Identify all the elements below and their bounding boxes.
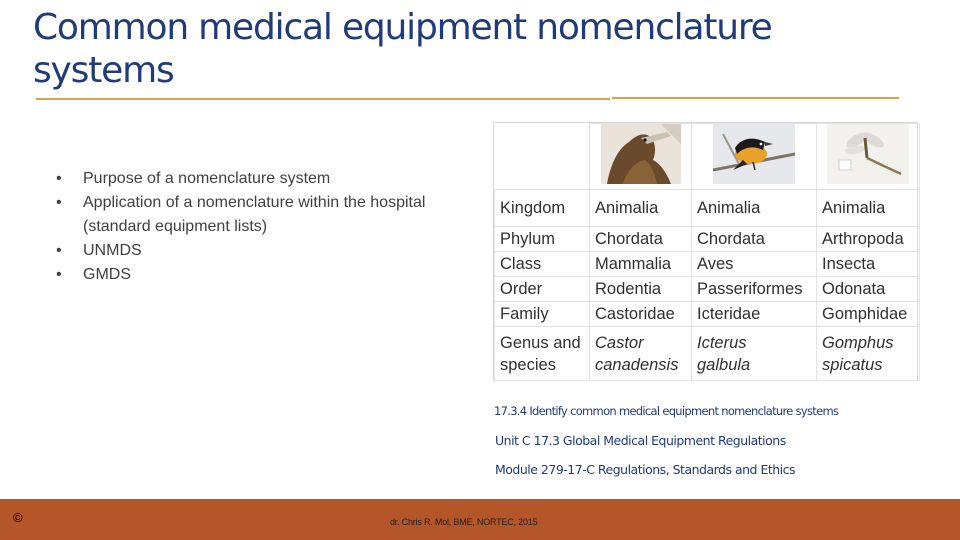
taxon-cell: Aves: [692, 252, 817, 277]
rank-cell: [495, 327, 590, 381]
title-underline: [36, 98, 610, 100]
taxon-cell: Castoridae: [590, 302, 692, 327]
bullet-marker: •: [56, 170, 62, 187]
bullet-marker: •: [56, 266, 62, 283]
image-row: [495, 124, 920, 190]
bullet-item: [56, 263, 436, 287]
rank-cell: Family: [495, 302, 590, 327]
dragonfly-image: [827, 124, 909, 184]
taxon-cell: Gomphidae: [817, 302, 920, 327]
bullet-text: GMDS: [83, 266, 131, 283]
beaver-image: [601, 124, 681, 184]
taxon-cell: Arthropoda: [817, 227, 920, 252]
learning-objective-caption: 17.3.4 Identify common medical equipment nomenclature systems: [494, 404, 839, 418]
oriole-bird-image: [713, 124, 795, 184]
table-row-genus-species: [495, 327, 920, 381]
bullet-list: [56, 167, 436, 287]
taxon-cell: Passeriformes: [692, 277, 817, 302]
footer-author: dr. Chris R. Mol, BME, NORTEC, 2015: [390, 517, 538, 527]
taxon-cell: Insecta: [817, 252, 920, 277]
bullet-text: UNMDS: [83, 242, 142, 259]
bullet-item: [56, 239, 436, 263]
bullet-marker: •: [56, 242, 62, 259]
dragonfly-image-cell: [817, 124, 920, 190]
bullet-item: [56, 191, 436, 239]
bullet-item: [56, 167, 436, 191]
rank-cell: Class: [495, 252, 590, 277]
species-name: galbula: [697, 355, 751, 374]
taxon-cell: Odonata: [817, 277, 920, 302]
genus-name: Gomphus: [822, 333, 894, 352]
binomial-cell: [817, 327, 920, 381]
module-caption: Module 279-17-C Regulations, Standards and Ethics: [495, 462, 796, 477]
taxon-cell: Animalia: [692, 190, 817, 227]
table-row-class: [495, 252, 920, 277]
table-row-family: [495, 302, 920, 327]
table-row-kingdom: [495, 190, 920, 227]
beaver-image-cell: [590, 124, 692, 190]
oriole-bird-image-cell: [692, 124, 817, 190]
empty-corner-cell: [495, 124, 590, 190]
title-underline-extension: [612, 97, 899, 99]
bullet-text: Purpose of a nomenclature system: [83, 170, 331, 187]
binomial-cell: [692, 327, 817, 381]
bullet-text: Application of a nomenclature within the hospital (standard equipment lists): [83, 194, 426, 235]
table-row-phylum: [495, 227, 920, 252]
bullet-marker: •: [56, 194, 62, 211]
species-name: canadensis: [595, 355, 679, 374]
genus-name: Castor: [595, 333, 644, 352]
taxon-cell: Mammalia: [590, 252, 692, 277]
unit-caption: Unit C 17.3 Global Medical Equipment Regulations: [495, 433, 786, 448]
slide-title: Common medical equipment nomenclature systems: [33, 7, 772, 91]
taxonomy-table: [493, 122, 918, 381]
rank-label-line: species: [500, 355, 556, 374]
rank-label-line: Genus and: [500, 333, 581, 352]
rank-cell: Order: [495, 277, 590, 302]
genus-name: Icterus: [697, 333, 747, 352]
rank-cell: Phylum: [495, 227, 590, 252]
taxon-cell: Rodentia: [590, 277, 692, 302]
copyright-symbol: ©: [13, 510, 23, 525]
taxon-cell: Chordata: [590, 227, 692, 252]
taxon-cell: Chordata: [692, 227, 817, 252]
rank-cell: Kingdom: [495, 190, 590, 227]
footer-bar: [0, 499, 960, 540]
taxon-cell: Icteridae: [692, 302, 817, 327]
taxon-cell: Animalia: [590, 190, 692, 227]
taxon-cell: Animalia: [817, 190, 920, 227]
species-name: spicatus: [822, 355, 883, 374]
table-row-order: [495, 277, 920, 302]
binomial-cell: [590, 327, 692, 381]
